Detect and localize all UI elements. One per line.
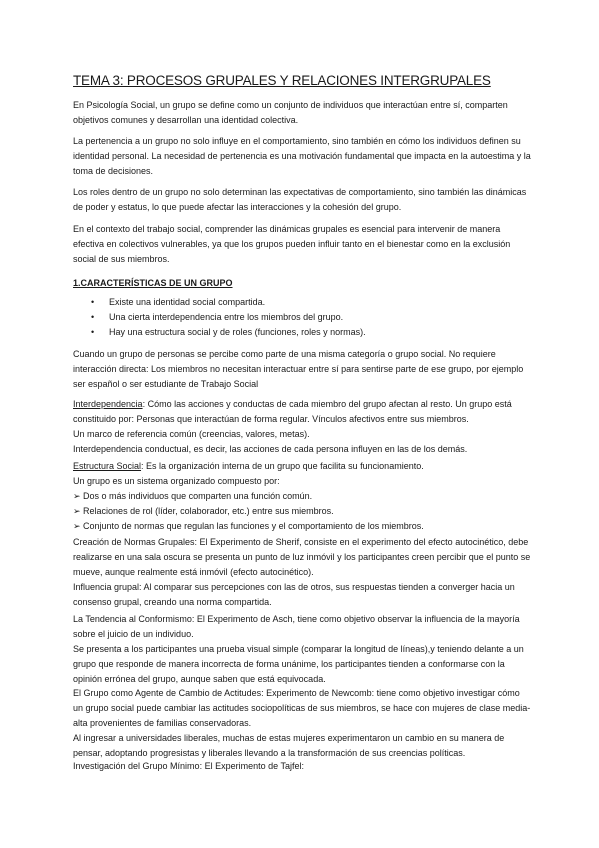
paragraph-text: Un marco de referencia común (creencias, valores, metas). (73, 429, 310, 439)
group-definition-paragraph (73, 347, 531, 392)
list-item: ➢ Dos o más individuos que comparten una función común. (73, 491, 313, 501)
list-item: ➢ Relaciones de rol (líder, colaborador, etc.) entre sus miembros. (73, 506, 334, 516)
section-heading: 1.CARACTERÍSTICAS DE UN GRUPO (73, 278, 233, 288)
tajfel-block (73, 759, 531, 774)
intro-text-2: La pertenencia a un grupo no solo influye en el comportamiento, sino también en cómo los individuos definen su identidad personal. La necesidad de pertenencia es una motivación fundamental que impacta en la autoestima y la toma de decisiones. (73, 136, 531, 176)
section-1 (73, 276, 531, 340)
paragraph-text: Cuando un grupo de personas se percibe como parte de una misma categoría o grupo social. No requiere interacción directa: Los miembros no necesitan interactuar entre sí para sentirse parte de ese grupo, por ejemplo ser español o ser estudiante de Trabajo Social (73, 349, 524, 389)
list-item: • Hay una estructura social y de roles (funciones, roles y normas). (73, 325, 531, 340)
asch-block (73, 612, 531, 687)
intro-text-1: En Psicología Social, un grupo se define como un conjunto de individuos que interactúan entre sí, comparten objetivos comunes y desarrollan una identidad colectiva. (73, 100, 508, 125)
intro-paragraph-2 (73, 134, 531, 179)
intro-text-3: Los roles dentro de un grupo no solo determinan las expectativas de comportamiento, sino también las dinámicas de poder y estatus, lo que puede afectar las interacciones y la cohesión del grupo. (73, 187, 527, 212)
document-title: TEMA 3: PROCESOS GRUPALES Y RELACIONES INTERGRUPALES (73, 73, 491, 88)
paragraph-text: Creación de Normas Grupales: El Experimento de Sherif, consiste en el experimento del efecto autocinético, debe realizarse en una sala oscura se presenta un punto de luz inmóvil y los participantes creen percibir que el punto se mueve, aunque realmente está inmóvil (efecto autocinético). (73, 537, 531, 577)
term-interdependencia: Interdependencia (73, 399, 143, 409)
paragraph-text: Interdependencia conductual, es decir, las acciones de cada persona influyen en las de los demás. (73, 444, 468, 454)
paragraph-text: Influencia grupal: Al comparar sus percepciones con las de otros, sus respuestas tienden a converger hacia un consenso grupal, creando una norma compartida. (73, 582, 515, 607)
list-item: • Una cierta interdependencia entre los miembros del grupo. (73, 310, 531, 325)
paragraph-text: Investigación del Grupo Mínimo: El Experimento de Tajfel: (73, 761, 304, 771)
interdependencia-line (73, 397, 531, 427)
term-estructura-social: Estructura Social (73, 461, 142, 471)
intro-paragraph-4 (73, 222, 531, 267)
paragraph-text: Al ingresar a universidades liberales, muchas de estas mujeres experimentaron un cambio en su manera de pensar, adoptando progresistas y liberales llevando a la transformación de sus creencias políticas. (73, 733, 505, 758)
interdependencia-block (73, 397, 531, 457)
paragraph-text: La Tendencia al Conformismo: El Experimento de Asch, tiene como objetivo observar la influencia de la mayoría sobre el juicio de un individuo. (73, 614, 520, 639)
intro-paragraph-3 (73, 185, 531, 215)
intro-text-4: En el contexto del trabajo social, comprender las dinámicas grupales es esencial para intervenir de manera efectiva en colectivos vulnerables, ya que los grupos pueden influir tanto en el bienestar como en la exclusión social de sus miembros. (73, 224, 511, 264)
paragraph-text: Se presenta a los participantes una prueba visual simple (comparar la longitud de líneas),y teniendo delante a un grupo que responde de manera incorrecta de forma unánime, los participantes tienden a conformarse con la opinión errónea del grupo, aunque saben que está equivocada. (73, 644, 524, 684)
paragraph-text: El Grupo como Agente de Cambio de Actitudes: Experimento de Newcomb: tiene como objetivo investigar cómo un grupo social puede cambiar las actitudes sociopolíticas de sus miembros, se hace con mujeres de clase media-alta provenientes de familias conservadoras. (73, 688, 531, 728)
intro-paragraph-1 (73, 98, 531, 128)
estructura-block (73, 459, 531, 534)
term-definition: : Es la organización interna de un grupo que facilita su funcionamiento. (141, 461, 424, 471)
paragraph-text: Un grupo es un sistema organizado compuesto por: (73, 476, 280, 486)
term-definition: : Cómo las acciones y conductas de cada miembro del grupo afectan al resto. Un grupo está constituido por: Personas que interactúan de forma regular. Vínculos afectivos entre sus miembros. (73, 399, 512, 424)
estructura-line (73, 459, 531, 474)
characteristics-list (73, 295, 531, 340)
list-item: • Existe una identidad social compartida. (73, 295, 531, 310)
newcomb-block (73, 686, 531, 761)
list-item: ➢ Conjunto de normas que regulan las funciones y el comportamiento de los miembros. (73, 521, 424, 531)
sherif-block (73, 535, 531, 610)
